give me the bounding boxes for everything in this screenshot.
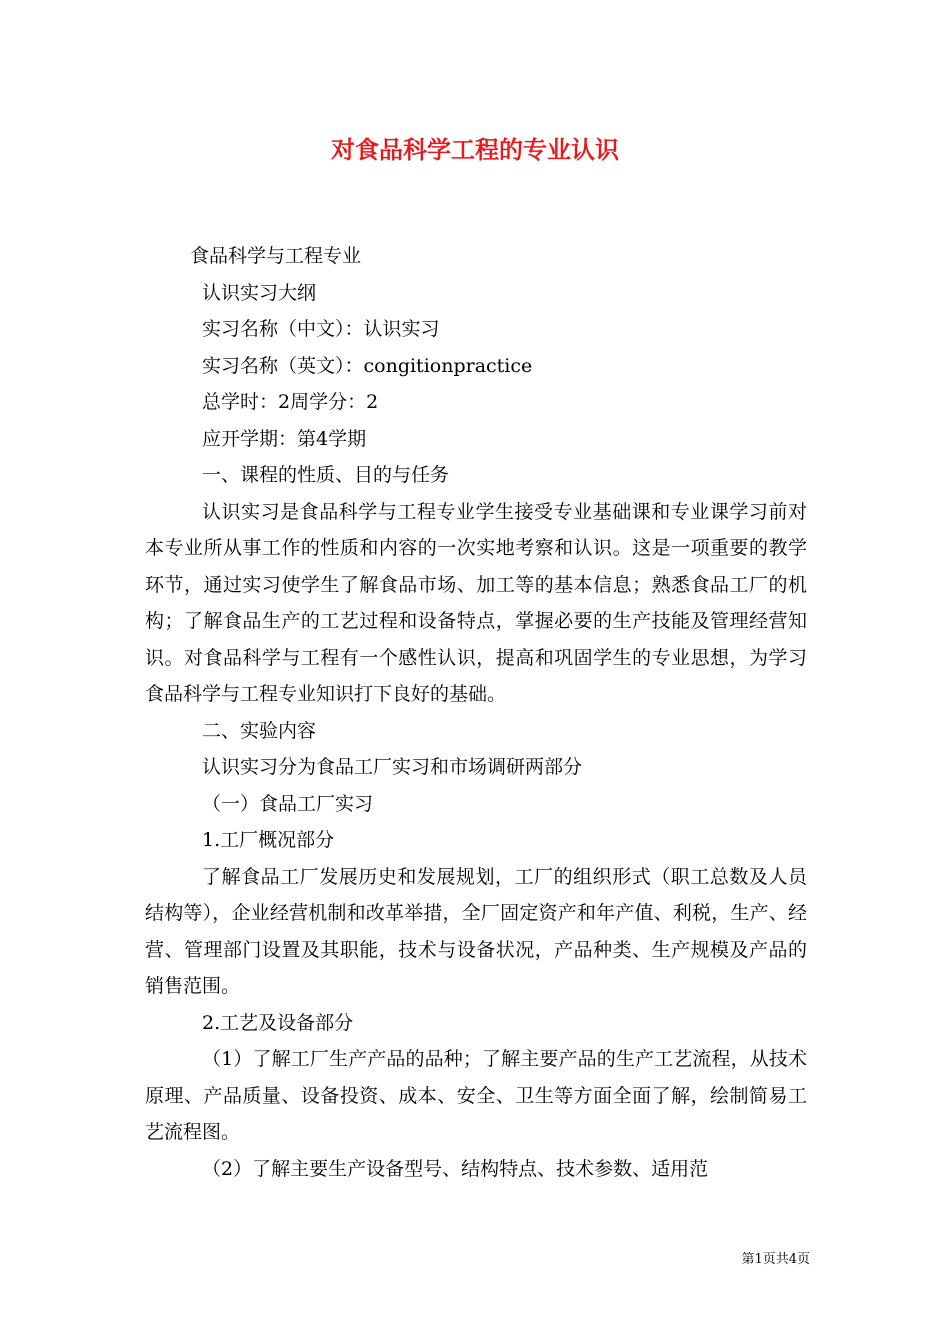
paragraph: 认识实习是食品科学与工程专业学生接受专业基础课和专业课学习前对本专业所从事工作的性质和内容的一次实地考察和认识。这是一项重要的教学环节，通过实习使学生了解食品市场、加工等的基本信息；熟悉食品工厂的机构；了解食品生产的工艺过程和设备特点，掌握必要的生产技能及管理经营知识。对食品科学与工程有一个感性认识，提高和巩固学生的专业思想，为学习食品科学与工程专业知识打下良好的基础。 bbox=[145, 500, 807, 705]
paragraph: （1）了解工厂生产产品的品种；了解主要产品的生产工艺流程，从技术原理、产品质量、设备投资、成本、安全、卫生等方面全面了解，绘制简易工艺流程图。 bbox=[145, 1048, 807, 1143]
page-footer: 第1页共4页 bbox=[741, 1252, 810, 1267]
text-line: 总学时：2周学分：2 bbox=[202, 391, 379, 413]
text-line: 认识实习大纲 bbox=[202, 281, 317, 304]
paragraph: 了解食品工厂发展历史和发展规划，工厂的组织形式（职工总数及人员结构等），企业经营机制和改革举措，全厂固定资产和年产值、利税，生产、经营、管理部门设置及其职能，技术与设备状况，产品种类、生产规模及产品的销售范围。 bbox=[145, 865, 807, 997]
document-title: 对食品科学工程的专业认识 bbox=[331, 136, 619, 164]
section-heading: 二、实验内容 bbox=[202, 719, 317, 742]
text-line: 实习名称（英文）：congitionpractice bbox=[202, 354, 533, 377]
text-line: 食品科学与工程专业 bbox=[190, 245, 362, 267]
subsection-heading: 1.工厂概况部分 bbox=[202, 829, 335, 851]
paragraph: （2）了解主要生产设备型号、结构特点、技术参数、适用范 bbox=[202, 1157, 709, 1180]
subsection-heading: 2.工艺及设备部分 bbox=[202, 1011, 354, 1034]
document-body bbox=[145, 238, 807, 1187]
text-line: 实习名称（中文）：认识实习 bbox=[202, 318, 440, 340]
text-line: 认识实习分为食品工厂实习和市场调研两部分 bbox=[202, 756, 583, 778]
subsection-heading: （一）食品工厂实习 bbox=[202, 792, 374, 815]
text-line: 应开学期：第4学期 bbox=[202, 427, 367, 450]
section-heading: 一、课程的性质、目的与任务 bbox=[202, 464, 450, 486]
